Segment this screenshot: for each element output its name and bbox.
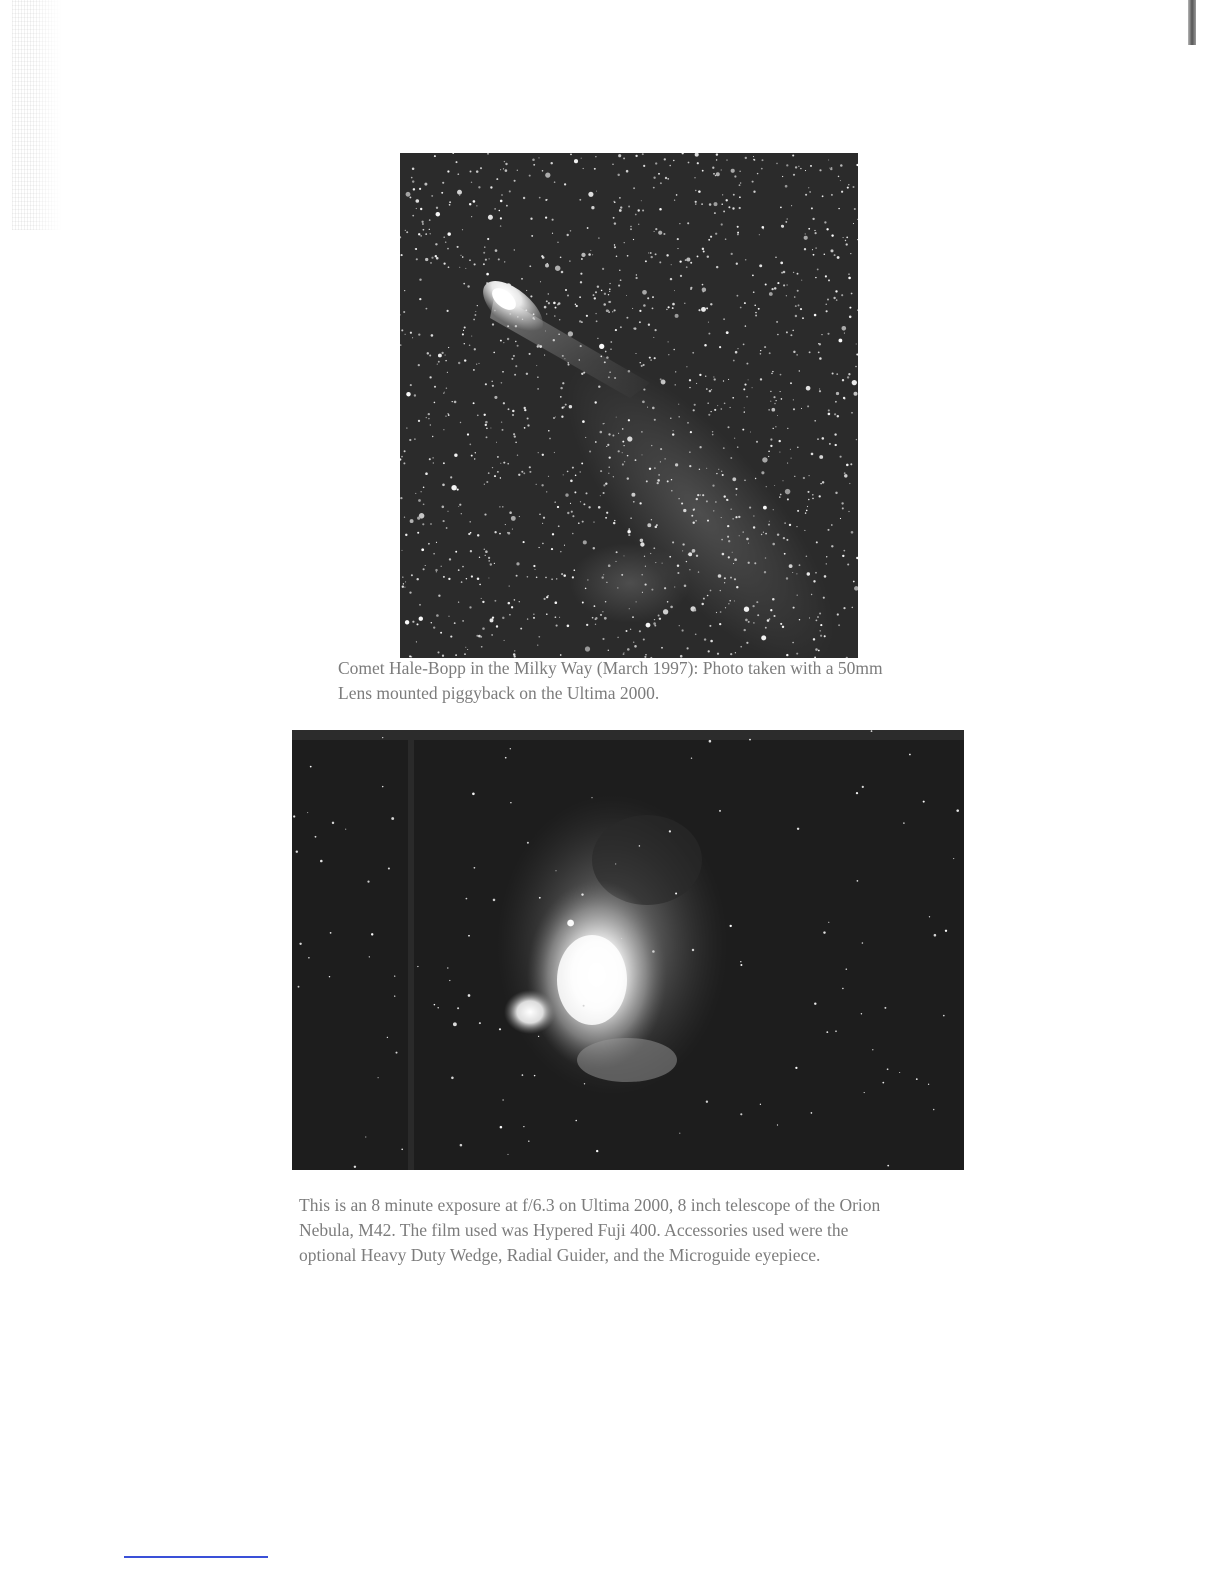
caption-line: optional Heavy Duty Wedge, Radial Guider, and the Microguide eyepiece. xyxy=(299,1245,821,1265)
comet-hale-bopp-photo xyxy=(400,153,858,658)
caption-line: Nebula, M42. The film used was Hypered Fuji 400. Accessories used were the xyxy=(299,1220,849,1240)
caption-line: Comet Hale-Bopp in the Milky Way (March 1997): Photo taken with a 50mm xyxy=(338,658,883,678)
orion-nebula-photo xyxy=(292,730,964,1170)
scan-edge-mark xyxy=(1188,0,1196,45)
caption-line: Lens mounted piggyback on the Ultima 2000. xyxy=(338,683,660,703)
scan-edge-texture xyxy=(12,0,62,230)
caption-line: This is an 8 minute exposure at f/6.3 on Ultima 2000, 8 inch telescope of the Orion xyxy=(299,1195,881,1215)
comet-photo-caption xyxy=(338,656,998,706)
nebula-photo-graphic xyxy=(292,730,964,1170)
footnote-separator-line xyxy=(124,1556,268,1558)
nebula-photo-caption xyxy=(299,1193,989,1268)
comet-photo-graphic xyxy=(400,153,858,658)
